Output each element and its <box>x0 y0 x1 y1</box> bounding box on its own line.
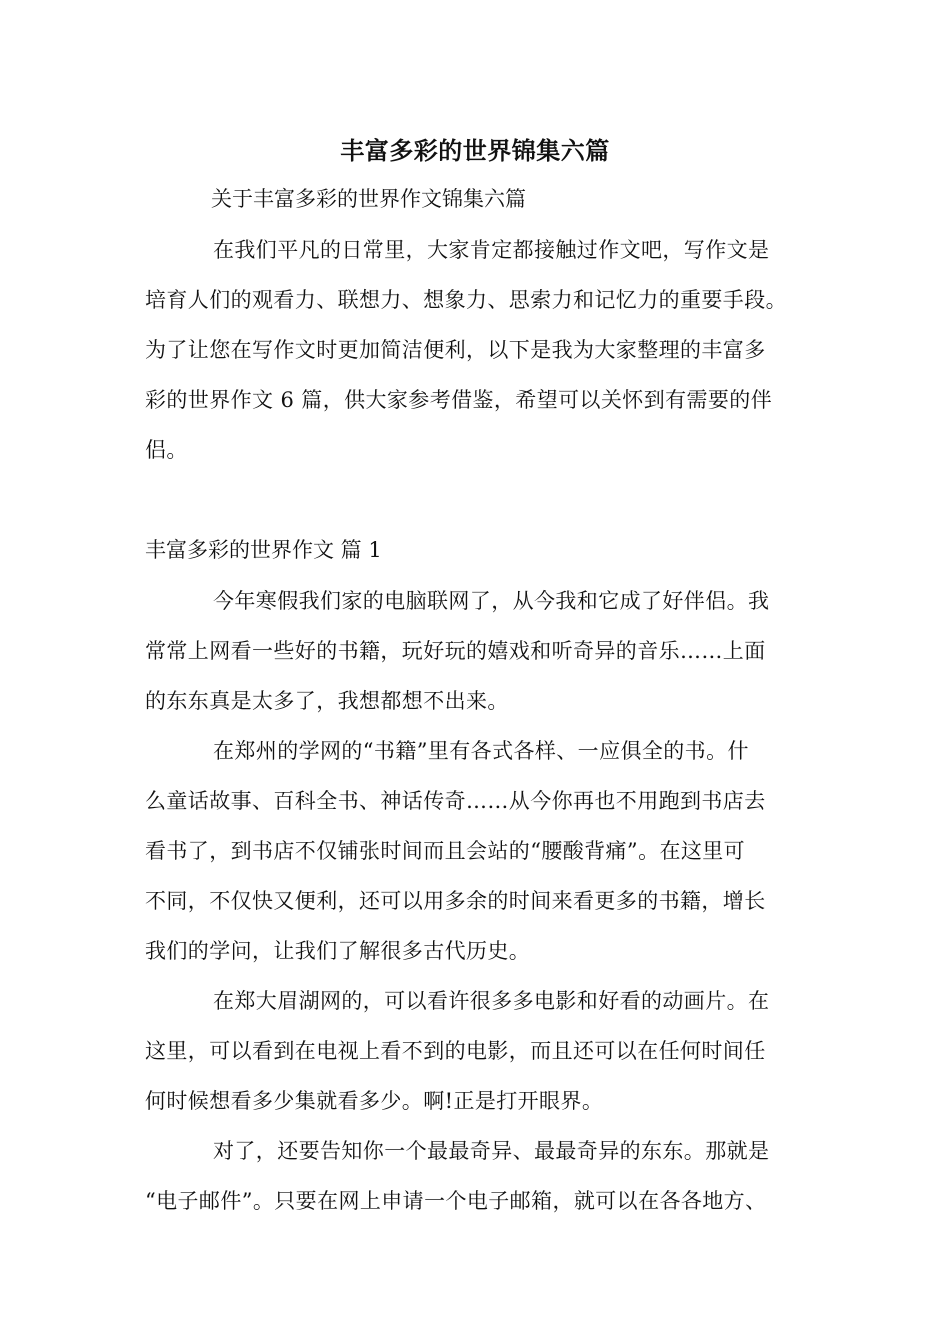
paragraph-line: 的东东真是太多了，我想都想不出来。 <box>145 689 509 713</box>
paragraph-line: 看书了，到书店不仅铺张时间而且会站的“腰酸背痛”。在这里可 <box>145 839 746 863</box>
intro-line: 侣。 <box>145 438 188 462</box>
paragraph-line: 在郑州的学网的“书籍”里有各式各样、一应俱全的书。什 <box>213 739 749 763</box>
paragraph-line: 何时候想看多少集就看多少。啊!正是打开眼界。 <box>145 1089 604 1113</box>
paragraph-line: 这里，可以看到在电视上看不到的电影，而且还可以在任何时间任 <box>145 1039 766 1063</box>
document-title: 丰富多彩的世界锦集六篇 <box>340 136 610 165</box>
paragraph-line: 今年寒假我们家的电脑联网了，从今我和它成了好伴侣。我 <box>213 589 770 613</box>
paragraph-line: 么童话故事、百科全书、神话传奇……从今你再也不用跑到书店去 <box>145 789 766 813</box>
intro-line: 彩的世界作文 6 篇，供大家参考借鉴，希望可以关怀到有需要的伴 <box>145 388 773 412</box>
paragraph-line: 在郑大眉湖网的，可以看许很多多电影和好看的动画片。在 <box>213 989 770 1013</box>
intro-line: 在我们平凡的日常里，大家肯定都接触过作文吧，写作文是 <box>213 238 770 262</box>
section-title: 丰富多彩的世界作文 篇 1 <box>145 538 382 562</box>
paragraph-line: 对了，还要告知你一个最最奇异、最最奇异的东东。那就是 <box>213 1139 770 1163</box>
intro-line: 培育人们的观看力、联想力、想象力、思索力和记忆力的重要手段。 <box>145 288 787 312</box>
paragraph-line: 常常上网看一些好的书籍，玩好玩的嬉戏和听奇异的音乐……上面 <box>145 639 766 663</box>
paragraph-line: 我们的学问，让我们了解很多古代历史。 <box>145 939 531 963</box>
paragraph-line: 不同，不仅快又便利，还可以用多余的时间来看更多的书籍，增长 <box>145 889 766 913</box>
paragraph-line: “电子邮件”。只要在网上申请一个电子邮箱，就可以在各各地方、 <box>145 1189 767 1213</box>
intro-line: 为了让您在写作文时更加简洁便利，以下是我为大家整理的丰富多 <box>145 338 766 362</box>
document-subtitle: 关于丰富多彩的世界作文锦集六篇 <box>211 187 526 211</box>
